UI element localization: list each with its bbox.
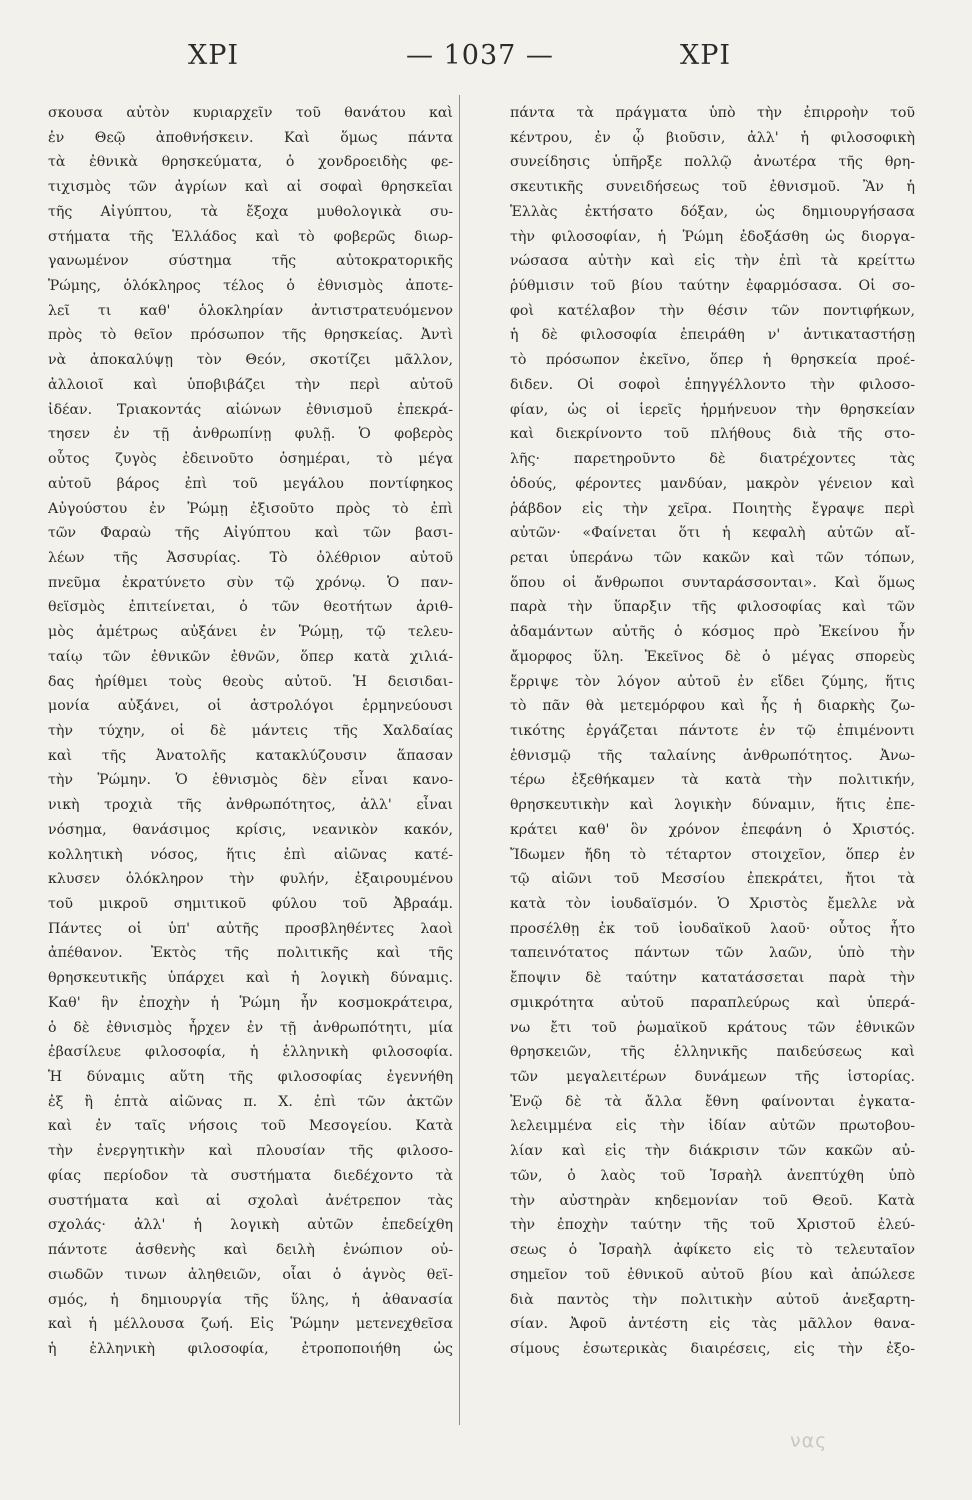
text-line: θεϊσμὸς ἐπιτείνεται, ὁ τῶν θεοτήτων ἀριθ- <box>48 599 453 616</box>
text-line: Ἴδωμεν ἤδη τὸ τέταρτον στοιχεῖον, ὅπερ ἐν <box>510 846 915 863</box>
text-line: ὁ δὲ ἐθνισμὸς ἦρχεν ἐν τῇ ἀνθρωπότητι, μία <box>48 1019 453 1036</box>
text-line: καὶ διεκρίνοντο τοῦ πλήθους διὰ τῆς στο- <box>510 426 915 443</box>
text-line: αὐτῶν· «Φαίνεται ὅτι ἡ κεφαλὴ αὐτῶν αἴ- <box>510 525 915 542</box>
text-line: σημεῖον τοῦ ἐθνικοῦ αὐτοῦ βίου καὶ ἀπώλεσε <box>510 1266 915 1283</box>
text-line: ἄμορφος ὕλη. Ἐκεῖνος δὲ ὁ μέγας σπορεὺς <box>510 648 915 665</box>
text-line: μὸς ἀμέτρως αὐξάνει ἐν Ῥώμῃ, τῷ τελευ- <box>48 624 453 641</box>
text-line: λῆς· παρετηροῦντο δὲ διατρέχοντες τὰς <box>510 451 915 468</box>
text-line: γανωμένον σύστημα τῆς αὐτοκρατορικῆς <box>48 253 453 270</box>
text-line: ἔρριψε τὸν λόγον αὐτοῦ ἐν εἴδει ζύμης, ἥτις <box>510 673 915 690</box>
text-line: τιχισμὸς τῶν ἀγρίων καὶ αἱ σοφαὶ θρησκεῖαι <box>48 179 453 196</box>
text-line: καὶ ἡ μέλλουσα ζωή. Εἰς Ῥώμην μετενεχθεῖσα <box>48 1316 453 1333</box>
text-line: Ἐνῷ δὲ τὰ ἄλλα ἔθνη φαίνονται ἐγκατα- <box>510 1093 915 1110</box>
text-line: ταίῳ τῶν ἐθνικῶν ἐθνῶν, ὅπερ κατὰ χιλιά- <box>48 648 453 665</box>
text-line: συστήματα καὶ αἱ σχολαὶ ἀνέτρεπον τὰς <box>48 1192 453 1209</box>
text-line: σκευτικῆς συνειδήσεως τοῦ ἐθνισμοῦ. Ἂν ἡ <box>510 179 915 196</box>
text-line: σίμους ἐσωτερικὰς διαιρέσεις, εἰς τὴν ἐξο- <box>510 1340 915 1357</box>
text-line: κατὰ τὸν ἰουδαϊσμόν. Ὁ Χριστὸς ἔμελλε νὰ <box>510 896 915 912</box>
text-line: τὴν τύχην, οἱ δὲ μάντεις τῆς Χαλδαίας <box>48 722 453 739</box>
right-text-column <box>510 101 915 1362</box>
text-line: φίαν, ὡς οἱ ἱερεῖς ἡρμήνευον τὴν θρησκείαν <box>510 401 915 418</box>
text-line: τῆς Αἰγύπτου, τὰ ἔξοχα μυθολογικὰ συ- <box>48 203 453 220</box>
text-line: σμικρότητα αὐτοῦ παραπλεύρως καὶ ὑπερά- <box>510 994 915 1011</box>
text-line: πρὸς τὸ θεῖον πρόσωπον τῆς θρησκείας. Ἀντὶ <box>48 327 453 344</box>
text-line: τέρω ἐξεθήκαμεν τὰ κατὰ τὴν πολιτικήν, <box>510 772 915 789</box>
text-line: κολλητικὴ νόσος, ἥτις ἐπὶ αἰῶνας κατέ- <box>48 846 453 863</box>
text-line: συνείδησις ὑπῆρξε πολλῷ ἀνωτέρα τῆς θρη- <box>510 154 915 171</box>
text-line: σεως ὁ Ἰσραὴλ ἀφίκετο εἰς τὸ τελευταῖον <box>510 1242 915 1259</box>
text-line: πάντα τὰ πράγματα ὑπὸ τὴν ἐπιρροὴν τοῦ <box>510 105 915 121</box>
text-line: ὁδούς, φέροντες μανδύαν, μακρὸν γένειον καὶ <box>510 475 915 492</box>
text-line: σχολάς· ἀλλ' ἡ λογικὴ αὐτῶν ἐπεδείχθη <box>48 1217 453 1234</box>
text-line: ἐβασίλευε φιλοσοφία, ἡ ἑλληνικὴ φιλοσοφία. <box>48 1044 453 1061</box>
text-line: τὸ πᾶν θὰ μετεμόρφου καὶ ἧς ἡ διαρκὴς ζω- <box>510 698 915 715</box>
text-line: πάντοτε ἀσθενὴς καὶ δειλὴ ἐνώπιον οὐ- <box>48 1242 453 1259</box>
text-line: τὴν ἐνεργητικὴν καὶ πλουσίαν τῆς φιλοσο- <box>48 1143 453 1160</box>
text-line: νω ἔτι τοῦ ῥωμαϊκοῦ κράτους τῶν ἐθνικῶν <box>510 1019 915 1036</box>
text-line: ἡ ἑλληνικὴ φιλοσοφία, ἐτροποποιήθη ὡς <box>48 1340 453 1357</box>
text-line: λελειμμένα εἰς τὴν ἰδίαν αὐτῶν πρωτοβου- <box>510 1118 915 1135</box>
text-line: κέντρου, ἐν ᾧ βιοῦσιν, ἀλλ' ἡ φιλοσοφικὴ <box>510 129 915 146</box>
text-line: αὐτοῦ βάρος ἐπὶ τοῦ μεγάλου ποντίφηκος <box>48 475 453 492</box>
page-number: — 1037 — <box>406 40 554 71</box>
header-right-guide-word: ΧΡΙ <box>680 40 732 71</box>
text-line: σμός, ἡ δημιουργία τῆς ὕλης, ἡ ἀθανασία <box>48 1291 453 1308</box>
text-line: τὴν αὐστηρὰν κηδεμονίαν τοῦ Θεοῦ. Κατὰ <box>510 1192 915 1209</box>
text-line: ρεται ὑπεράνω τῶν κακῶν καὶ τῶν τόπων, <box>510 549 915 566</box>
text-line: φοὶ κατέλαβον τὴν θέσιν τῶν ποντιφήκων, <box>510 302 915 319</box>
text-line: τοῦ μικροῦ σημιτικοῦ φύλου τοῦ Ἀβραάμ. <box>48 896 453 912</box>
text-line: ἀλλοιοῖ καὶ ὑποβιβάζει τὴν περὶ αὐτοῦ <box>48 376 453 393</box>
left-text-column <box>48 101 453 1362</box>
text-line: ἰδέαν. Τριακοντάς αἰώνων ἐθνισμοῦ ἐπεκρά- <box>48 401 453 418</box>
text-line: τῷ αἰῶνι τοῦ Μεσσίου ἐπεκράτει, ἤτοι τὰ <box>510 871 915 888</box>
text-line: τῶν, ὁ λαὸς τοῦ Ἰσραὴλ ἀνεπτύχθη ὑπὸ <box>510 1167 915 1184</box>
text-line: Πάντες οἱ ὑπ' αὐτῆς προσβληθέντες λαοὶ <box>48 920 453 937</box>
text-line: στήματα τῆς Ἑλλάδος καὶ τὸ φοβερῶς διωρ- <box>48 228 453 245</box>
text-line: ἡ δὲ φιλοσοφία ἐπειράθη ν' ἀντικαταστήσῃ <box>510 327 915 344</box>
text-line: Ῥώμης, ὁλόκληρος τέλος ὁ ἐθνισμὸς ἀποτε- <box>48 278 453 295</box>
text-line: σκουσα αὐτὸν κυριαρχεῖν τοῦ θανάτου καὶ <box>48 105 453 121</box>
text-line: ἀδαμάντων αὐτῆς ὁ κόσμος πρὸ Ἐκείνου ἦν <box>510 624 915 641</box>
text-line: τὰ ἐθνικὰ θρησκεύματα, ὁ χονδροειδὴς φε- <box>48 154 453 171</box>
text-line: λίαν καὶ εἰς τὴν διάκρισιν τῶν κακῶν αὐ- <box>510 1143 915 1160</box>
text-line: τησεν ἐν τῇ ἀνθρωπίνῃ φυλῇ. Ὁ φοβερὸς <box>48 426 453 443</box>
text-line: τικότης ἐργάζεται πάντοτε ἐν τῷ ἐπιμένοντι <box>510 722 915 739</box>
column-divider <box>459 95 460 1425</box>
text-line: τῶν μεγαλειτέρων δυνάμεων τῆς ἱστορίας. <box>510 1069 915 1086</box>
text-line: παρὰ τὴν ὕπαρξιν τῆς φιλοσοφίας καὶ τῶν <box>510 599 915 616</box>
text-line: ἔποψιν δὲ ταύτην κατατάσσεται παρὰ τὴν <box>510 970 915 987</box>
text-line: τὸ πρόσωπον ἐκεῖνο, ὅπερ ἡ θρησκεία προέ- <box>510 352 915 369</box>
text-line: καὶ ἐν ταῖς νήσοις τοῦ Μεσογείου. Κατὰ <box>48 1118 453 1135</box>
text-line: νὰ ἀποκαλύψῃ τὸν Θεόν, σκοτίζει μᾶλλον, <box>48 352 453 369</box>
text-line: ὅπου οἱ ἄνθρωποι συνταράσσονται». Καὶ ὅμως <box>510 574 915 591</box>
text-line: Ἡ δύναμις αὕτη τῆς φιλοσοφίας ἐγεννήθη <box>48 1069 453 1086</box>
text-line: μονία αὐξάνει, οἱ ἀστρολόγοι ἑρμηνεύουσι <box>48 698 453 715</box>
text-line: ἐξ ἢ ἑπτὰ αἰῶνας π. Χ. ἐπὶ τῶν ἀκτῶν <box>48 1093 453 1110</box>
text-line: λέων τῆς Ἀσσυρίας. Τὸ ὀλέθριον αὐτοῦ <box>48 549 453 566</box>
watermark-text: νας <box>790 1430 828 1452</box>
text-line: κράτει καθ' ὃν χρόνον ἐπεφάνη ὁ Χριστός. <box>510 821 915 838</box>
text-line: ἀπέθανον. Ἐκτὸς τῆς πολιτικῆς καὶ τῆς <box>48 945 453 962</box>
text-line: Ἑλλὰς ἐκτήσατο δόξαν, ὡς δημιουργήσασα <box>510 203 915 220</box>
text-line: ταπεινότατος πάντων τῶν λαῶν, ὑπὸ τὴν <box>510 945 915 962</box>
text-line: πνεῦμα ἐκρατύνετο σὺν τῷ χρόνῳ. Ὁ παν- <box>48 574 453 591</box>
text-line: διὰ παντὸς τὴν πολιτικὴν αὐτοῦ ἀνεξαρτη- <box>510 1291 915 1308</box>
text-line: οὗτος ζυγὸς ἐδεινοῦτο ὁσημέραι, τὸ μέγα <box>48 451 453 468</box>
text-line: νικὴ τροχιὰ τῆς ἀνθρωπότητος, ἀλλ' εἶναι <box>48 797 453 814</box>
text-line: θρησκευτικῆς ὑπάρχει καὶ ἡ λογικὴ δύναμις. <box>48 970 453 987</box>
header-left-guide-word: ΧΡΙ <box>188 40 240 71</box>
text-line: ἐν Θεῷ ἀποθνήσκειν. Καὶ ὅμως πάντα <box>48 129 453 146</box>
text-line: σιωδῶν τινων ἀληθειῶν, οἷαι ὁ ἁγνὸς θεϊ- <box>48 1266 453 1283</box>
text-line: δας ἠρίθμει τοὺς θεοὺς αὐτοῦ. Ἡ δεισιδαι- <box>48 673 453 690</box>
text-line: φίας περίοδον τὰ συστήματα διεδέχοντο τὰ <box>48 1167 453 1184</box>
text-line: ῥύθμισιν τοῦ βίου ταύτην ἐφαρμόσασα. Οἱ σο- <box>510 278 915 295</box>
text-line: ἐθνισμῷ τῆς ταλαίνης ἀνθρωπότητος. Ἀνω- <box>510 747 915 764</box>
text-line: τὴν ἐποχὴν ταύτην τῆς τοῦ Χριστοῦ ἐλεύ- <box>510 1217 915 1234</box>
text-line: τὴν Ῥώμην. Ὁ ἐθνισμὸς δὲν εἶναι κανο- <box>48 772 453 789</box>
text-line: τὴν φιλοσοφίαν, ἡ Ῥώμη ἐδοξάσθη ὡς διοργα- <box>510 228 915 245</box>
running-header <box>60 40 930 80</box>
text-line: προσέλθῃ ἐκ τοῦ ἰουδαϊκοῦ λαοῦ· οὗτος ἦτο <box>510 920 915 937</box>
text-line: νόσημα, θανάσιμος κρίσις, νεανικὸν κακόν, <box>48 821 453 838</box>
text-line: νώσασα αὐτὴν καὶ εἰς τὴν ἐπὶ τὰ κρείττω <box>510 253 915 270</box>
text-line: διδεν. Οἱ σοφοὶ ἐπηγγέλλοντο τὴν φιλοσο- <box>510 376 915 393</box>
text-line: κλυσεν ὁλόκληρον τὴν φυλήν, ἐξαιρουμένου <box>48 871 453 888</box>
text-line: θρησκειῶν, τῆς ἑλληνικῆς παιδεύσεως καὶ <box>510 1044 915 1061</box>
text-line: ῥάβδον εἰς τὴν χεῖρα. Ποιητὴς ἔγραψε περὶ <box>510 500 915 517</box>
text-line: σίαν. Ἀφοῦ ἀντέστη εἰς τὰς μᾶλλον θανα- <box>510 1316 915 1333</box>
text-line: θρησκευτικὴν καὶ λογικὴν δύναμιν, ἥτις ἐπε- <box>510 797 915 814</box>
text-line: Καθ' ἣν ἐποχὴν ἡ Ῥώμη ἦν κοσμοκράτειρα, <box>48 994 453 1011</box>
text-line: Αὐγούστου ἐν Ῥώμῃ ἐξισοῦτο πρὸς τὸ ἐπὶ <box>48 500 453 517</box>
text-line: λεῖ τι καθ' ὁλοκληρίαν ἀντιστρατευόμενον <box>48 302 453 319</box>
text-line: καὶ τῆς Ἀνατολῆς κατακλύζουσιν ἅπασαν <box>48 747 453 764</box>
text-line: τῶν Φαραὼ τῆς Αἰγύπτου καὶ τῶν βασι- <box>48 525 453 542</box>
